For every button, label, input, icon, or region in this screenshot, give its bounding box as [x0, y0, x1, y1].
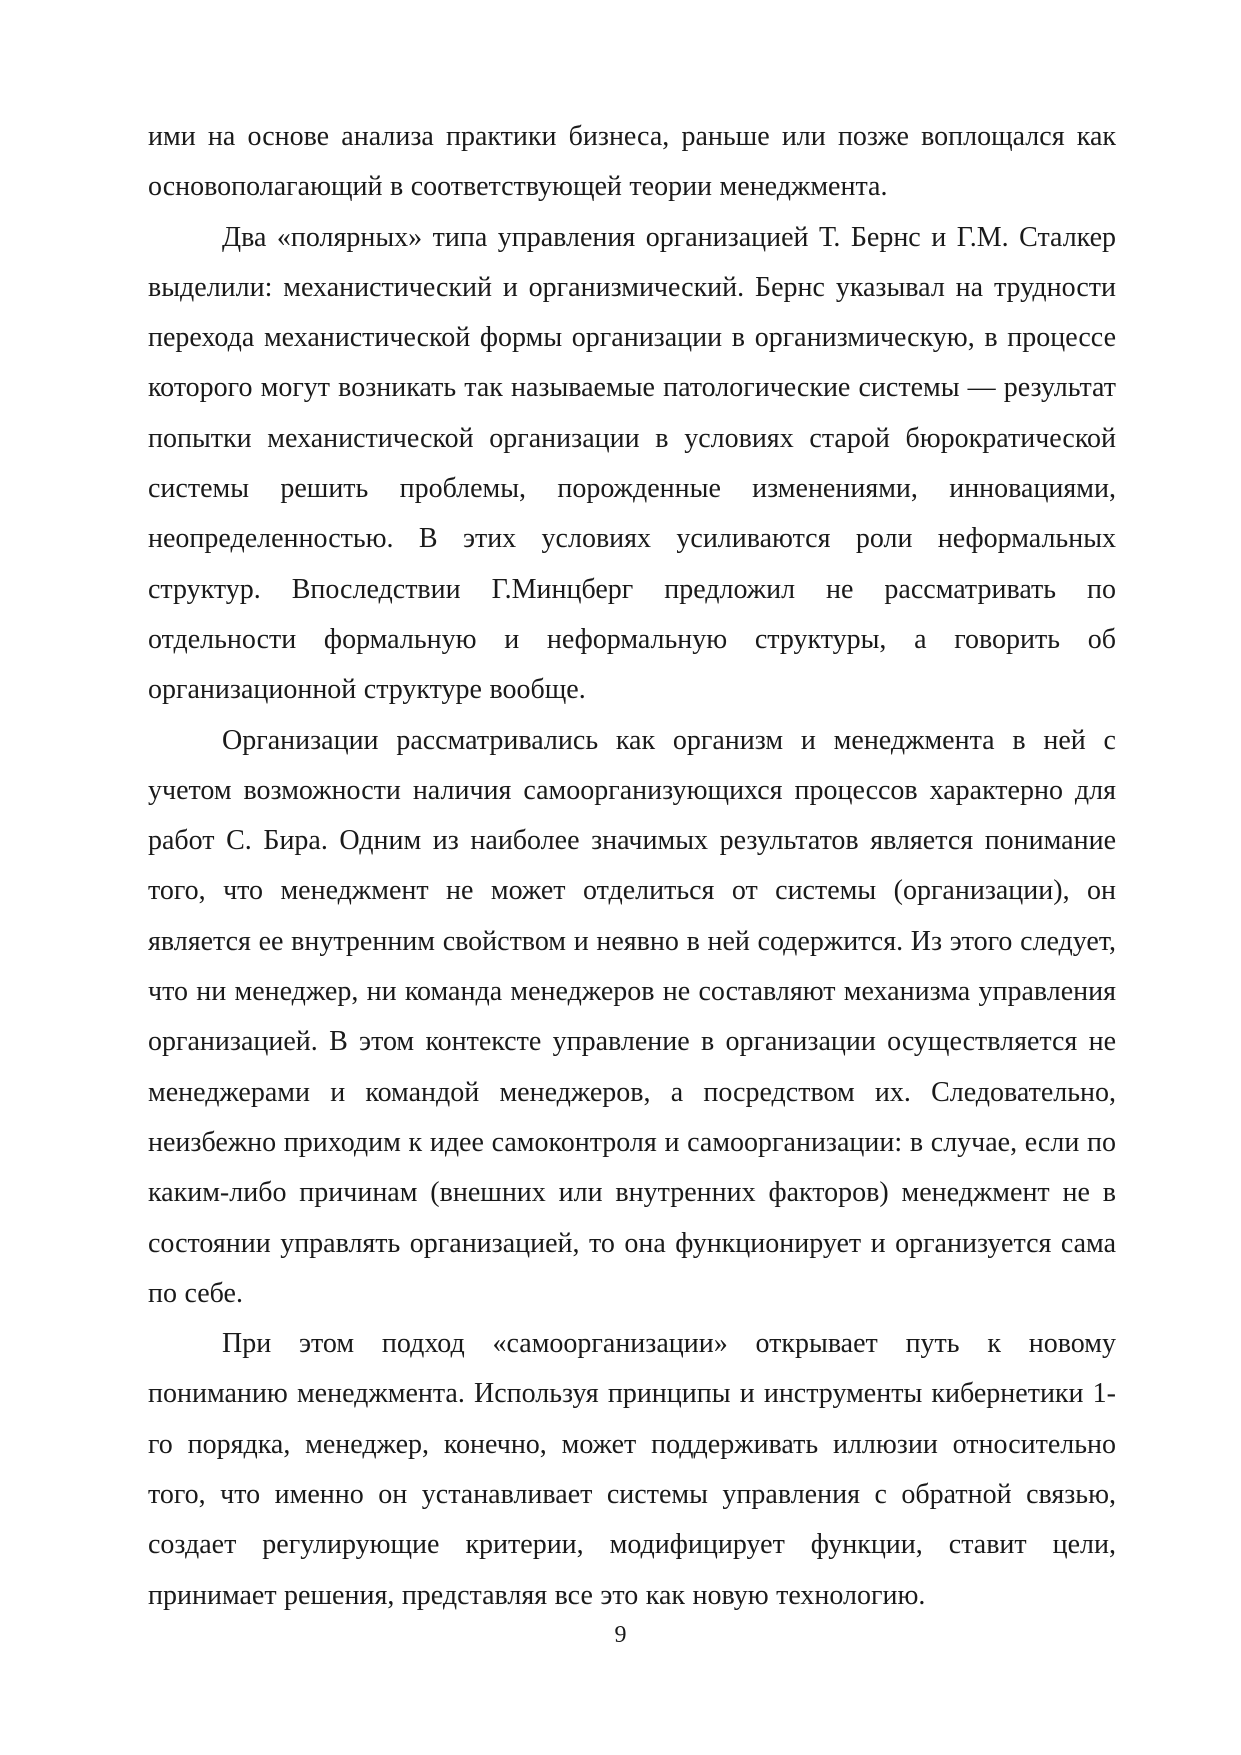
paragraph-self-organization: При этом подход «самоорганизации» открывает путь к новому пониманию менеджмента. Используя принципы и инструменты кибернетики 1-го порядка, менеджер, конечно, может поддерживать иллюзии относительно того, что именно он устанавливает системы управления с обратной связью, создает регулирующие критерии, модифицирует функции, ставит цели, принимает решения, представляя все это как новую технологию.: [148, 1328, 1116, 1611]
paragraph-burns-stalker: Два «полярных» типа управления организацией Т. Бернс и Г.М. Сталкер выделили: механистический и организмический. Бернс указывал на трудности перехода механистической формы организации в организмическую, в процессе которого могут возникать так называемые патологические системы — результат попытки механистической организации в условиях старой бюрократической системы решить проблемы, порожденные изменениями, инновациями, неопределенностью. В этих условиях усиливаются роли неформальных структур. Впоследствии Г.Минцберг предложил не рассматривать по отдельности формальную и неформальную структуры, а говорить об организационной структуре вообще.: [148, 221, 1116, 706]
page-number: 9: [614, 1622, 627, 1648]
paragraph-continuation: ими на основе анализа практики бизнеса, раньше или позже воплощался как основополагающий в соответствующей теории менеджмента.: [148, 121, 1116, 203]
paragraph-beer: Организации рассматривались как организм и менеджмента в ней с учетом возможности наличия самоорганизующихся процессов характерно для работ С. Бира. Одним из наиболее значимых результатов является понимание того, что менеджмент не может отделиться от системы (организации), он является ее внутренним свойством и неявно в ней содержится. Из этого следует, что ни менеджер, ни команда менеджеров не составляют механизма управления организацией. В этом контексте управление в организации осуществляется не менеджерами и командой менеджеров, а посредством их. Следовательно, неизбежно приходим к идее самоконтроля и самоорганизации: в случае, если по каким-либо причинам (внешних или внутренних факторов) менеджмент не в состоянии управлять организацией, то она функционирует и организуется сама по себе.: [148, 724, 1116, 1309]
document-page: [148, 112, 1116, 1621]
